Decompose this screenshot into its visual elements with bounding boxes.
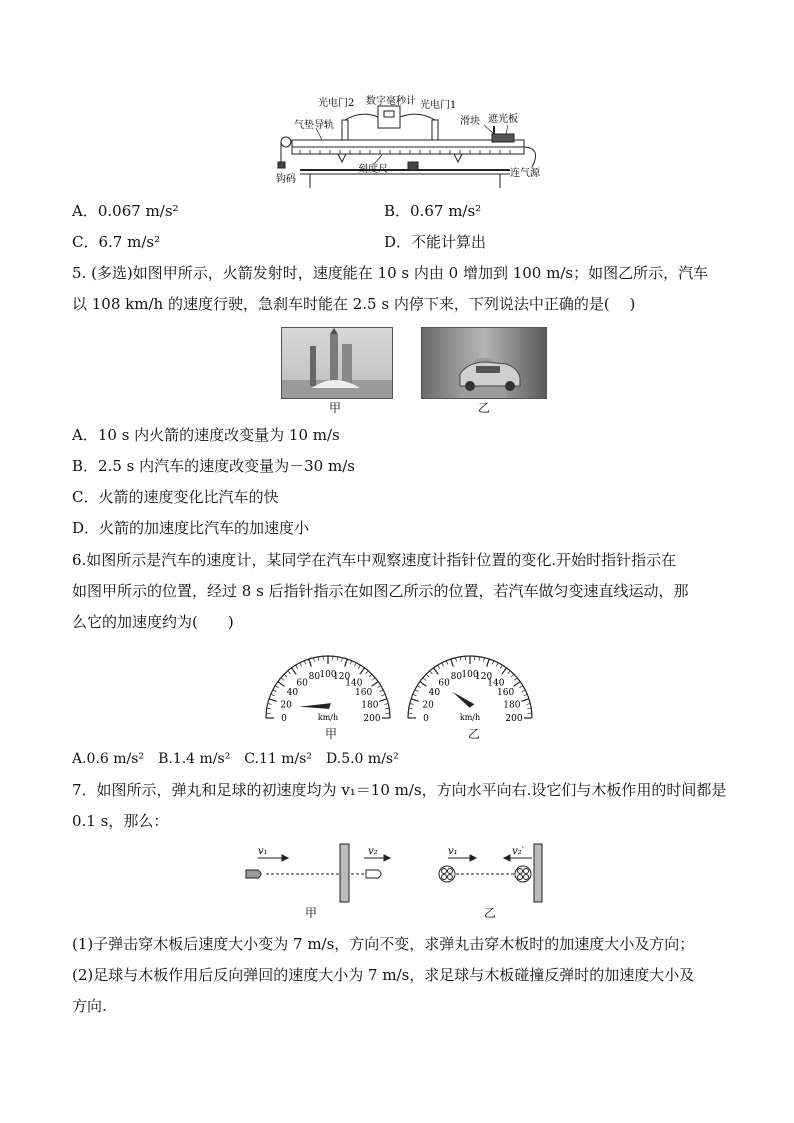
speedometer-b [404,640,536,726]
q5-caption-b: 乙 [478,401,491,415]
gauge-tick-label: 80 [450,672,463,683]
gauge-tick [385,708,389,709]
gauge-tick [456,658,457,662]
gauge-tick-label: 120 [475,672,493,683]
gauge-tick [417,686,420,688]
gauge-tick [526,704,530,705]
air-track-figure [270,92,550,192]
label-v2: v₂ [368,846,378,857]
gauge-tick-label: 180 [503,700,521,711]
gauge-tick [372,678,375,681]
q4-option-c: C．6.7 m/s² [72,233,161,251]
gauge-tick [442,663,444,667]
label-rail: 气垫导轨 [294,120,334,131]
q7-stem-line2: 0.1 s，那么： [72,812,169,830]
q7-part1: (1)子弹击穿木板后速度大小变为 7 m/s，方向不变，求弹丸击穿木板时的加速度大小及方向； [72,935,695,953]
gauge-tick [502,668,507,674]
gauge-tick [514,678,517,681]
q5-stem-line1: 5. (多选)如图甲所示，火箭发射时，速度能在 10 s 内由 0 增加到 100 m/s；如图乙所示，汽车 [72,264,709,282]
q4-option-d: D．不能计算出 [384,233,487,251]
gauge-tick [508,671,511,674]
gauge-unit: km/h [317,713,339,722]
q6-stem-line3: 么它的加速度约为( ) [72,613,234,631]
gauge-tick [451,659,453,667]
gauge-tick [288,671,291,674]
gauge-tick [492,661,494,665]
gauge-tick-label: 120 [333,672,351,683]
car-photo [421,327,547,399]
gauge-needle-a [299,703,330,709]
q7-stem-line1: 7．如图所示，弹丸和足球的初速度均为 v₁＝10 m/s，方向水平向右.设它们与木板作用的时间都是 [72,781,727,799]
gauge-tick [382,694,386,696]
gauge-tick [318,657,319,661]
gauge-tick [380,690,384,692]
q6-options: A.0.6 m/s² B.1.4 m/s² C.11 m/s² D.5.0 m/s² [72,751,399,767]
gauge-tick [309,659,311,667]
gauge-tick [426,674,429,677]
gauge-tick [410,704,414,705]
gauge-tick [377,686,380,688]
gauge-tick [430,671,433,674]
gauge-tick-label: 80 [308,672,321,683]
gauge-tick [438,665,440,668]
gauge-tick [409,708,413,709]
gauge-tick-label: 140 [345,678,363,689]
gauge-tick [360,668,365,674]
gauge-tick [487,659,489,667]
q7-caption-a: 甲 [305,906,318,920]
label-timer: 数字毫秒计 [366,96,416,107]
label-scale: 刻度尺 [358,164,388,175]
gauge-tick [358,665,360,668]
q7-caption-b: 乙 [484,906,497,920]
gauge-tick-label: 200 [505,714,523,724]
gauge-tick [527,708,531,709]
label-shade: 遮光板 [488,114,518,125]
gauge-tick [496,663,498,667]
gauge-tick [384,704,388,705]
gauge-tick-label: 60 [438,678,450,689]
gauge-needle-b [452,692,474,708]
rocket-photo [281,327,393,399]
gauge-tick [284,674,287,677]
gauge-tick [345,659,347,667]
gauge-tick [354,663,356,667]
gauge-tick [314,658,315,662]
gauge-tick [524,694,528,696]
gauge-tick-label: 100 [319,670,337,680]
q6-stem-line2: 如图甲所示的位置，经过 8 s 后指针指示在如图乙所示的位置，若汽车做匀变速直线运动，那 [72,582,689,600]
gauge-tick [337,657,338,661]
label-gate2: 光电门2 [318,98,355,109]
q7-part2-line2: 方向. [72,997,107,1015]
bullet-board-figure [240,842,400,922]
gauge-tick [521,699,529,701]
q5-option-c: C．火箭的速度变化比汽车的快 [72,488,279,506]
gauge-tick [342,658,343,662]
gauge-tick [268,704,272,705]
gauge-tick [350,661,352,665]
speedometer-a [262,640,394,726]
gauge-tick-label: 0 [281,714,287,724]
gauge-tick-label: 20 [422,700,434,711]
gauge-tick [296,665,298,668]
gauge-tick [423,678,426,681]
gauge-tick [369,674,372,677]
label-slider: 滑块 [460,116,480,127]
gauge-tick [484,658,485,662]
gauge-tick [413,694,417,696]
gauge-tick [519,686,522,688]
q4-option-a: A．0.067 m/s² [72,202,179,220]
gauge-tick [514,682,520,687]
gauge-tick [411,699,419,701]
gauge-tick-label: 160 [355,688,373,699]
q4-option-b: B．0.67 m/s² [384,202,482,220]
gauge-tick [292,668,297,674]
q5-caption-a: 甲 [329,401,342,415]
gauge-tick [269,699,277,701]
gauge-tick [460,657,461,661]
label-v1-bullet: v₁ [258,846,268,857]
q6-caption-a: 甲 [325,727,338,741]
gauge-tick [379,699,387,701]
gauge-tick [420,682,426,687]
gauge-tick [273,690,277,692]
gauge-tick-label: 100 [461,670,479,680]
gauge-tick-label: 180 [361,700,379,711]
gauge-tick-label: 60 [296,678,308,689]
gauge-tick-label: 140 [487,678,505,689]
q5-option-d: D．火箭的加速度比汽车的加速度小 [72,519,310,537]
gauge-tick [275,686,278,688]
gauge-tick [304,661,306,665]
q5-option-a: A．10 s 内火箭的速度改变量为 10 m/s [72,426,340,444]
gauge-tick-label: 40 [286,688,299,699]
gauge-tick-label: 20 [280,700,292,711]
label-gate1: 光电门1 [420,100,457,111]
gauge-tick [522,690,526,692]
q5-stem-line2: 以 108 km/h 的速度行驶，急刹车时能在 2.5 s 内停下来，下列说法中正确的是( ) [72,295,636,313]
gauge-tick-label: 0 [423,714,429,724]
q6-caption-b: 乙 [468,727,481,741]
gauge-tick [415,690,419,692]
gauge-unit: km/h [459,713,481,722]
gauge-tick [267,708,271,709]
label-air: 连气源 [510,168,540,179]
gauge-tick [366,671,369,674]
gauge-tick [278,682,284,687]
label-v2-prime: v₂′ [512,846,524,857]
q6-stem-line1: 6.如图所示是汽车的速度计，某同学在汽车中观察速度计指针位置的变化.开始时指针指示在 [72,551,677,569]
gauge-tick-label: 160 [497,688,515,699]
q7-part2-line1: (2)足球与木板作用后反向弹回的速度大小为 7 m/s，求足球与木板碰撞反弹时的加速度大小及 [72,966,695,984]
gauge-tick [511,674,514,677]
gauge-tick [271,694,275,696]
gauge-tick [479,657,480,661]
gauge-tick [434,668,439,674]
gauge-tick-label: 200 [363,714,381,724]
gauge-tick [372,682,378,687]
gauge-tick [300,663,302,667]
label-v1-ball: v₁ [448,846,458,857]
gauge-tick [281,678,284,681]
q5-option-b: B．2.5 s 内汽车的速度改变量为－30 m/s [72,457,355,475]
gauge-tick [500,665,502,668]
label-weight: 钩码 [276,174,296,185]
gauge-tick [446,661,448,665]
gauge-tick-label: 40 [428,688,441,699]
